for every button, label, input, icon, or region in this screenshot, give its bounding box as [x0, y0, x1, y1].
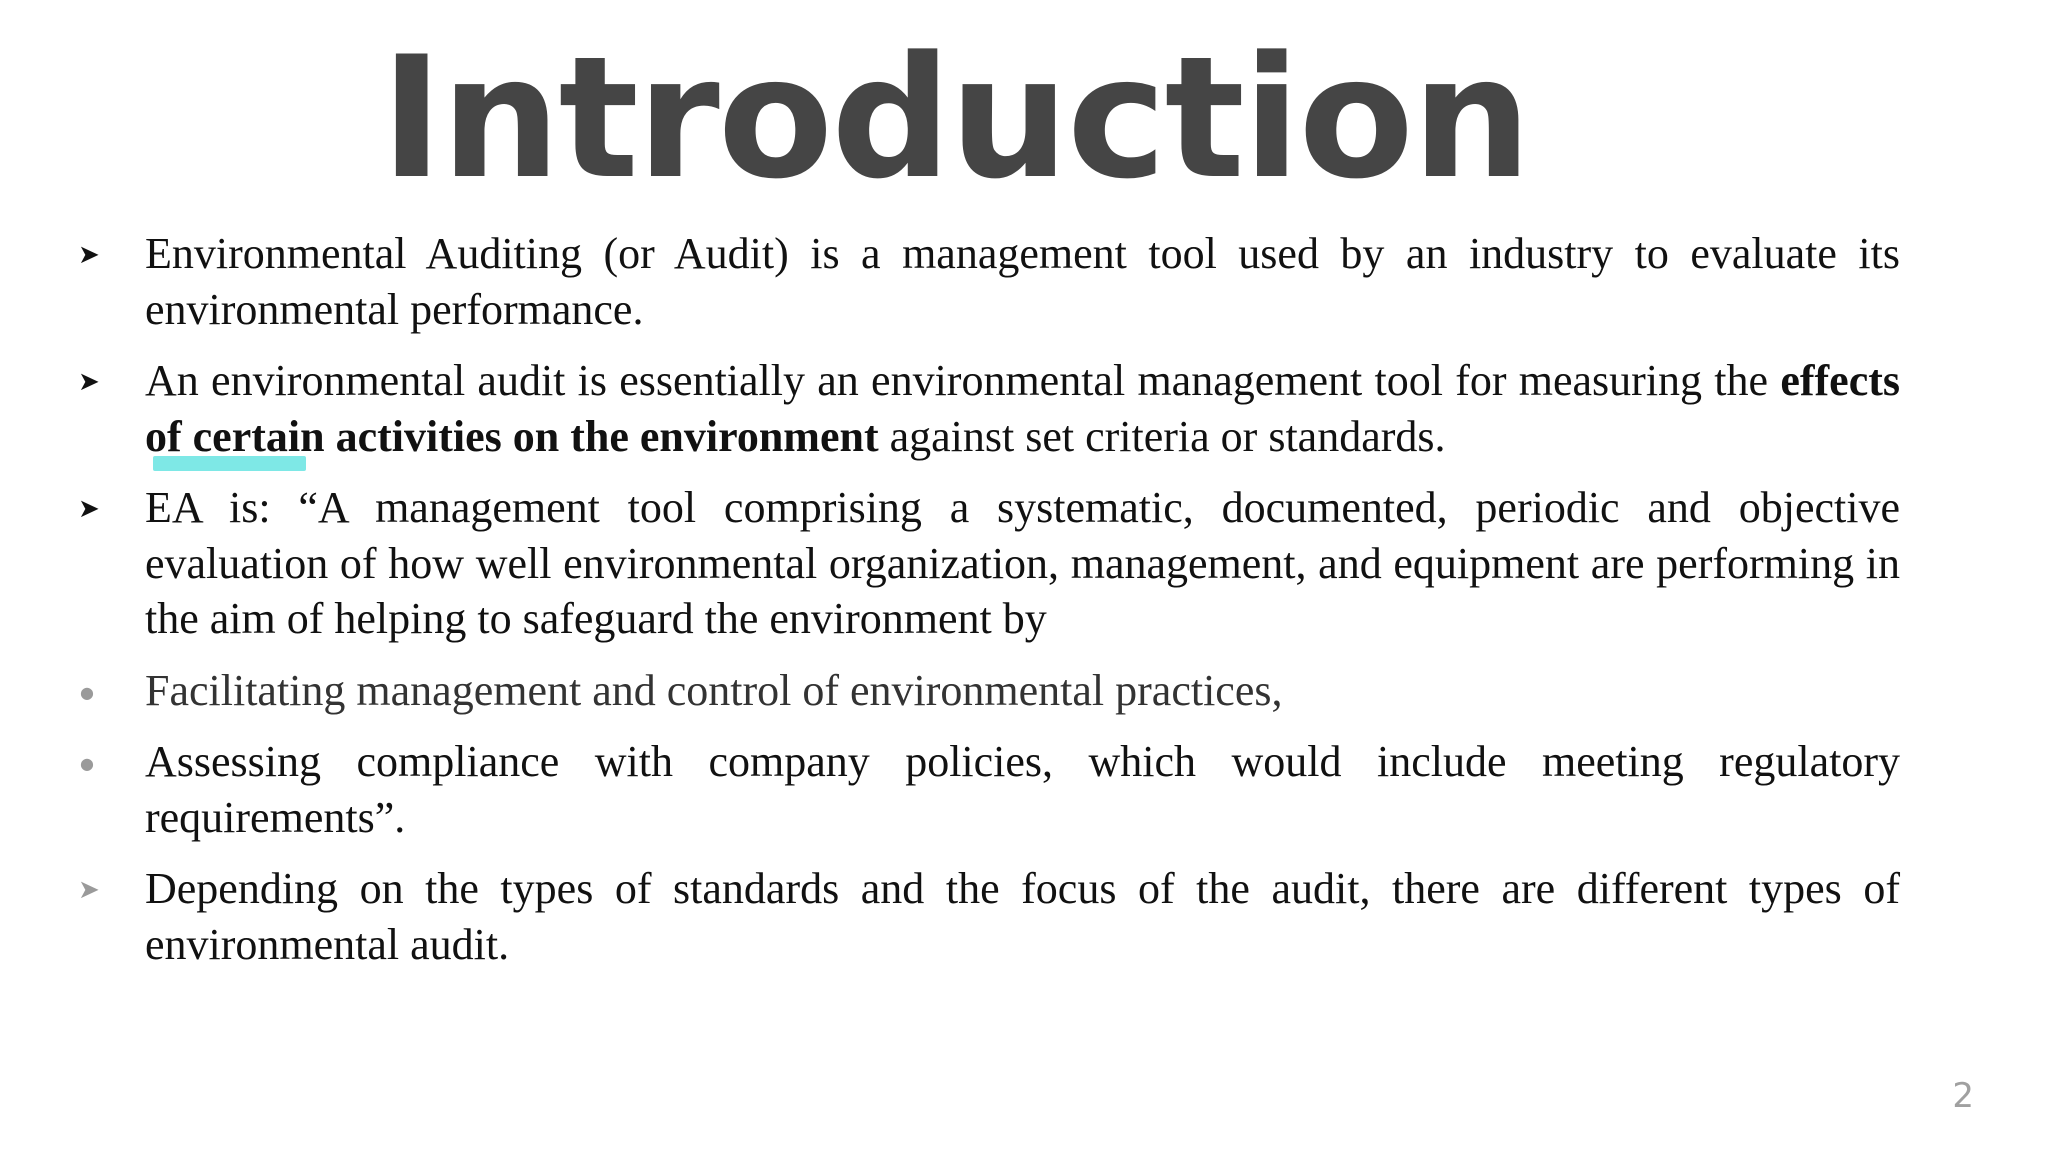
- page-number: 2: [1952, 1076, 1974, 1116]
- bullet-item-2: [60, 353, 1900, 464]
- bold-phrase: effects of certain activities on the environment: [145, 356, 1900, 461]
- slide-title: Introduction: [380, 20, 1530, 216]
- bullet-list: [60, 226, 1900, 988]
- bullet-text: Environmental Auditing (or Audit) is a management tool used by an industry to evaluate its environmental performance.: [145, 229, 1900, 334]
- dot-bullet-icon: ●: [80, 682, 94, 702]
- bullet-item-1: [60, 226, 1900, 337]
- arrow-bullet-icon: ➤: [78, 367, 100, 397]
- bullet-text-before: An environmental audit is essentially an environmental management tool for measuring the: [145, 356, 1781, 405]
- arrow-bullet-icon: ➤: [78, 240, 100, 270]
- bullet-item-5: [60, 734, 1900, 845]
- bullet-text: Assessing compliance with company policies, which would include meeting regulatory requirements”.: [145, 737, 1900, 842]
- bullet-item-6: [60, 861, 1900, 972]
- dot-bullet-icon: ●: [80, 754, 94, 773]
- bullet-item-4: [60, 663, 1900, 719]
- bullet-text: Depending on the types of standards and the focus of the audit, there are different types of environmental audit.: [145, 864, 1900, 969]
- arrow-bullet-icon: ➤: [78, 494, 100, 524]
- bullet-item-3: [60, 480, 1900, 647]
- arrow-bullet-icon: ➤: [78, 875, 100, 905]
- bullet-text: EA is: “A management tool comprising a systematic, documented, periodic and objective evaluation of how well environmental organization, management, and equipment are performing in the aim of helping to safeguard the environment by: [145, 483, 1900, 643]
- bullet-text: Facilitating management and control of environmental practices,: [145, 665, 1283, 715]
- bullet-text-after: against set criteria or standards.: [878, 411, 1446, 461]
